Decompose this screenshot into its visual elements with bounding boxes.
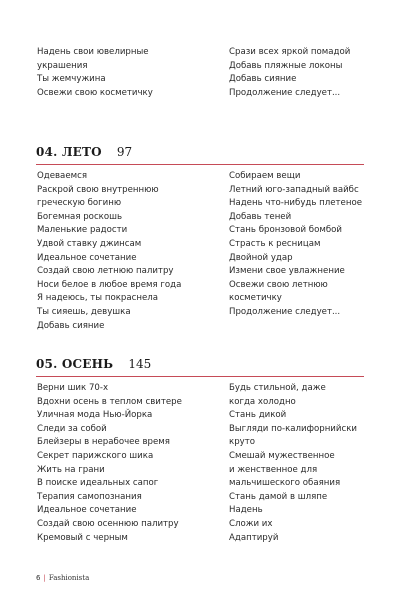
autumn-right-list xyxy=(229,382,399,545)
toc-entry: Стань дикой xyxy=(229,410,287,421)
toc-entry: Богемная роскошь xyxy=(37,211,123,222)
toc-entry: Одеваемся xyxy=(37,171,87,181)
toc-entry: Секрет парижского шика xyxy=(37,450,154,461)
toc-entry: Продолжение следует... xyxy=(229,306,341,317)
toc-entry: Создай свою летнюю палитру xyxy=(37,266,174,277)
toc-entry: Ты сияешь, девушка xyxy=(37,306,131,317)
top-left-list xyxy=(37,46,207,100)
toc-entry: Терапия самопознания xyxy=(37,491,142,502)
toc-entry: греческую богиню xyxy=(37,198,122,209)
toc-entry: Я надеюсь, ты покраснела xyxy=(37,293,159,304)
toc-entry: В поиске идеальных сапог xyxy=(37,478,159,489)
toc-entry: когда холодно xyxy=(229,396,296,407)
section-summer-title: 04. ЛЕТО xyxy=(36,145,102,159)
toc-entry: круто xyxy=(229,437,255,448)
footer-separator: | xyxy=(43,574,46,582)
toc-entry: Жить на грани xyxy=(37,464,105,475)
toc-entry: Вдохни осень в теплом свитере xyxy=(37,396,182,407)
toc-entry: Сложи их xyxy=(229,518,273,529)
toc-entry: Адаптируй xyxy=(229,532,279,543)
toc-entry: украшения xyxy=(37,60,88,71)
toc-entry: Освежи свою косметичку xyxy=(37,87,153,98)
toc-entry: Продолжение следует... xyxy=(229,87,341,98)
top-right-list xyxy=(229,46,399,100)
toc-entry: Добавь пляжные локоны xyxy=(229,60,343,71)
toc-entry: Смешай мужественное xyxy=(229,450,335,461)
toc-entry: Следи за собой xyxy=(37,423,107,434)
toc-entry: Носи белое в любое время года xyxy=(37,279,182,290)
toc-entry: Срази всех яркой помадой xyxy=(229,47,351,57)
toc-entry: мальчишеского обаяния xyxy=(229,478,341,489)
section-summer-header xyxy=(36,141,364,165)
footer-page-number: 6 xyxy=(36,574,41,582)
toc-entry: Маленькие радости xyxy=(37,225,128,236)
toc-entry: Стань бронзовой бомбой xyxy=(229,225,342,236)
toc-entry: Стань дамой в шляпе xyxy=(229,491,328,502)
summer-right-list xyxy=(229,170,399,320)
toc-entry: Идеальное сочетание xyxy=(37,505,137,516)
toc-entry: Выгляди по-калифорнийски xyxy=(229,423,357,434)
toc-entry: Идеальное сочетание xyxy=(37,252,137,263)
toc-entry: Добавь теней xyxy=(229,211,292,222)
toc-entry: Двойной удар xyxy=(229,252,293,263)
autumn-left-list xyxy=(37,382,207,545)
toc-entry: Летний юго-западный вайбс xyxy=(229,184,359,195)
toc-entry: Уличная мода Нью-Йорка xyxy=(37,410,153,421)
toc-entry: Измени свое увлажнение xyxy=(229,266,345,277)
toc-entry: Кремовый с черным xyxy=(37,532,128,543)
toc-entry: Раскрой свою внутреннюю xyxy=(37,184,159,195)
section-autumn-header xyxy=(36,353,364,377)
toc-entry: Освежи свою летнюю xyxy=(229,279,328,290)
section-autumn-title: 05. ОСЕНЬ xyxy=(36,357,114,371)
footer-brand: Fashionista xyxy=(48,574,90,582)
section-autumn-rule xyxy=(36,376,364,377)
toc-entry: Страсть к ресницам xyxy=(229,238,321,249)
toc-entry: и женственное для xyxy=(229,464,318,475)
toc-entry: косметичку xyxy=(229,293,282,304)
toc-entry: Добавь сияние xyxy=(37,320,105,331)
page-footer xyxy=(36,574,89,582)
toc-entry: Надень xyxy=(229,505,263,516)
toc-entry: Надень что-нибудь плетеное xyxy=(229,198,362,209)
toc-entry: Создай свою осеннюю палитру xyxy=(37,518,179,529)
section-autumn-page: 145 xyxy=(128,357,152,371)
summer-left-list xyxy=(37,170,207,333)
toc-entry: Удвой ставку джинсам xyxy=(37,238,142,249)
toc-entry: Собираем вещи xyxy=(229,171,301,181)
toc-entry: Блейзеры в нерабочее время xyxy=(37,437,170,448)
toc-entry: Будь стильной, даже xyxy=(229,383,326,393)
toc-entry: Надень свои ювелирные xyxy=(37,47,149,57)
section-summer-page: 97 xyxy=(116,145,133,159)
toc-entry: Верни шик 70-х xyxy=(37,383,109,393)
toc-entry: Ты жемчужина xyxy=(37,74,106,85)
section-summer-rule xyxy=(36,164,364,165)
toc-entry: Добавь сияние xyxy=(229,74,297,85)
